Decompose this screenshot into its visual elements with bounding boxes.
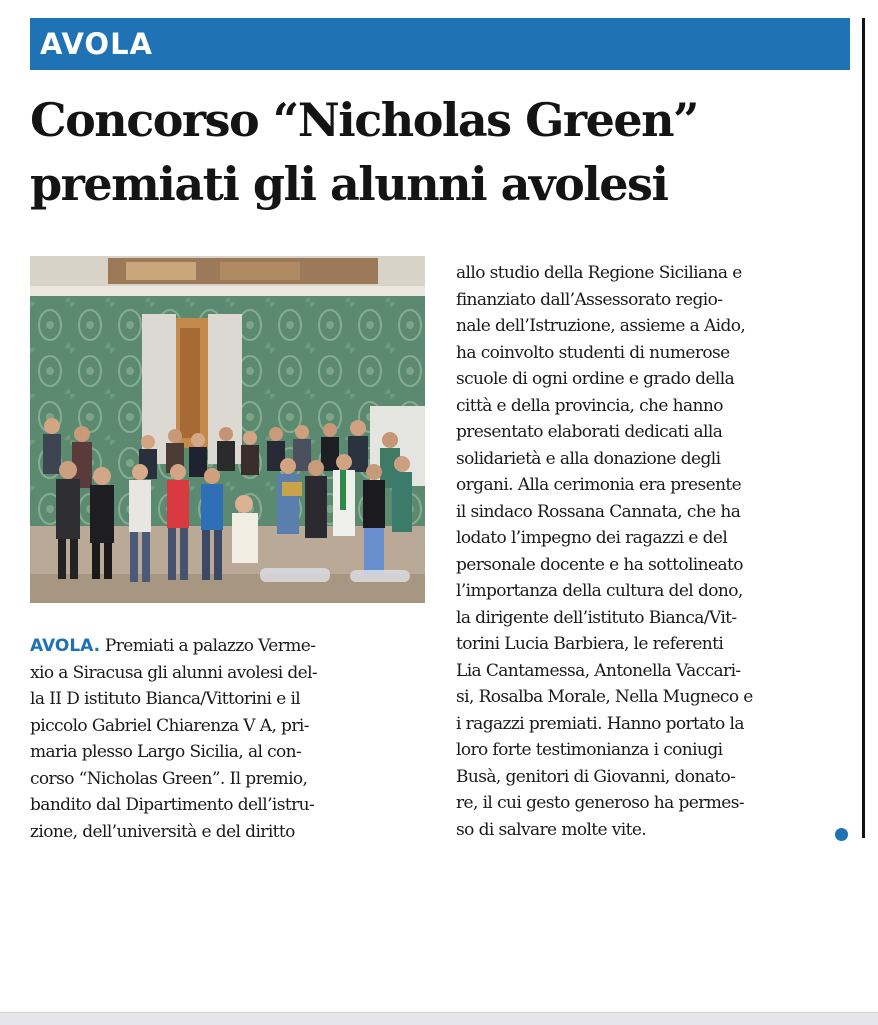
body-left-line-5: maria plesso Largo Sicilia, al con-	[30, 742, 302, 762]
article-photo	[30, 256, 425, 603]
body-left-line-8: zione, dell’università e del diritto	[30, 821, 295, 842]
article-body-left-column	[30, 633, 425, 845]
body-right-line-14: la dirigente dell’istituto Bianca/Vit-	[456, 607, 737, 628]
body-left-line-1: Premiati a palazzo Verme-	[100, 636, 316, 656]
body-right-line-21: re, il cui gesto generoso ha permes-	[456, 793, 745, 813]
body-left-line-2: xio a Siracusa gli alunni avolesi del-	[30, 662, 318, 683]
body-right-line-19: loro forte testimonianza i coniugi	[456, 740, 723, 760]
body-right-line-4: ha coinvolto studenti di numerose	[456, 342, 730, 363]
body-right-line-6: città e della provincia, che hanno	[456, 395, 723, 416]
group-photo-icon	[30, 256, 425, 603]
body-right-line-10: il sindaco Rossana Cannata, che ha	[456, 501, 741, 522]
body-right-line-22: so di salvare molte vite.	[456, 819, 647, 840]
body-left-line-3: la II D istituto Bianca/Vittorini e il	[30, 689, 301, 709]
headline	[30, 88, 850, 216]
body-right-line-11: lodato l’impegno dei ragazzi e del	[456, 528, 728, 548]
body-right-line-13: l’importanza della cultura del dono,	[456, 581, 743, 601]
body-right-line-18: i ragazzi premiati. Hanno portato la	[456, 713, 744, 734]
body-right-line-20: Busà, genitori di Giovanni, donato-	[456, 766, 736, 787]
viewer-bottom-strip	[0, 1012, 878, 1025]
body-right-line-2: finanziato dall’Assessorato regio-	[456, 289, 723, 310]
article-lead-dateline: AVOLA.	[30, 636, 101, 656]
body-right-line-16: Lia Cantamessa, Antonella Vaccari-	[456, 660, 741, 681]
article-end-dot	[835, 828, 848, 841]
body-left-line-6: corso “Nicholas Green”. Il premio,	[30, 768, 308, 789]
body-right-line-5: scuole di ogni ordine e grado della	[456, 369, 735, 389]
page-edge-line	[862, 18, 865, 838]
headline-line-1: Concorso “Nicholas Green”	[30, 93, 699, 147]
body-right-line-7: presentato elaborati dedicati alla	[456, 422, 723, 442]
body-left-line-4: piccolo Gabriel Chiarenza V A, pri-	[30, 715, 309, 736]
section-label: AVOLA	[40, 27, 153, 61]
body-right-line-3: nale dell’Istruzione, assieme a Aido,	[456, 316, 746, 336]
body-right-line-1: allo studio della Regione Siciliana e	[456, 263, 742, 283]
body-right-line-9: organi. Alla cerimonia era presente	[456, 475, 742, 495]
body-right-line-12: personale docente e ha sottolineato	[456, 554, 743, 575]
article-body-right-column	[456, 260, 851, 843]
body-right-line-8: solidarietà e alla donazione degli	[456, 448, 721, 469]
body-right-line-15: torini Lucia Barbiera, le referenti	[456, 634, 724, 654]
section-banner	[30, 18, 850, 70]
body-right-line-17: si, Rosalba Morale, Nella Mugneco e	[456, 687, 753, 707]
headline-line-2: premiati gli alunni avolesi	[30, 157, 668, 211]
body-left-line-7: bandito dal Dipartimento dell’istru-	[30, 795, 315, 815]
